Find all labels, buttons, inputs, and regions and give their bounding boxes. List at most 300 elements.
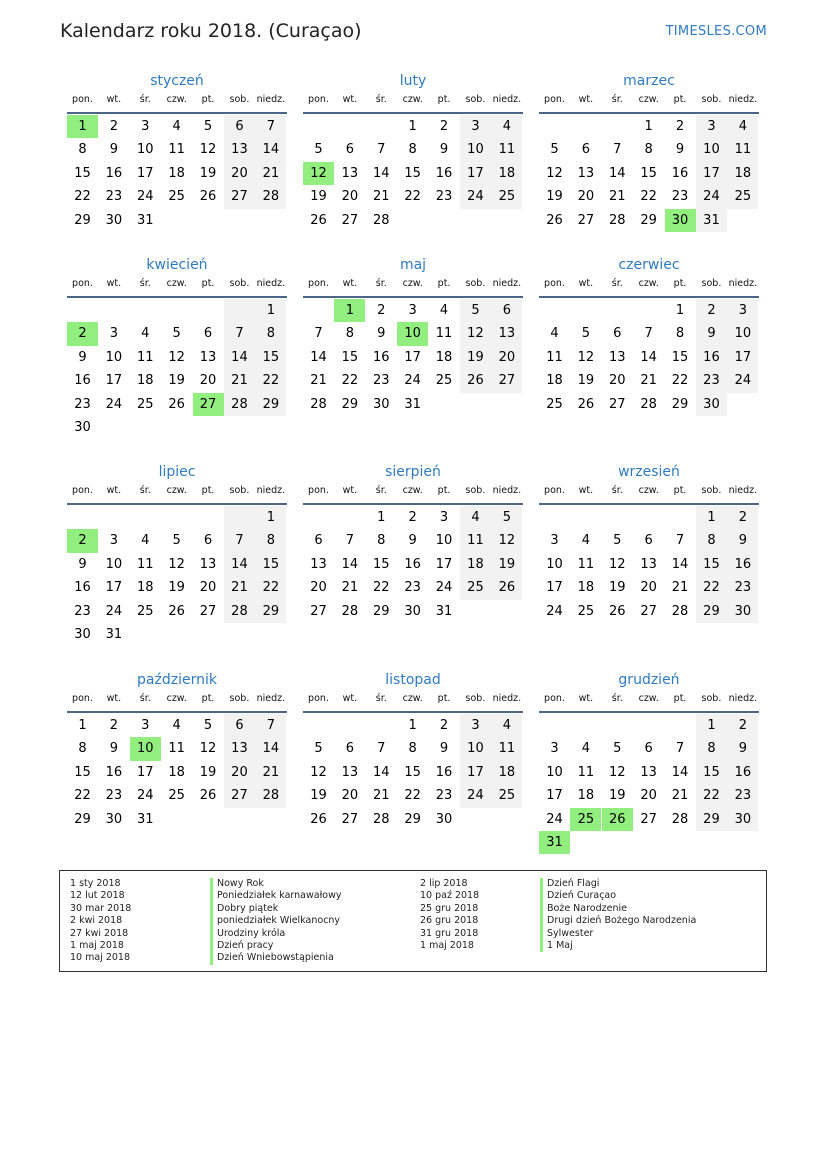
day-cell: 23 bbox=[435, 788, 453, 804]
day-cell: 11 bbox=[727, 138, 758, 161]
day-cell: 15 bbox=[404, 764, 421, 780]
day-cell: 25 bbox=[137, 396, 154, 412]
day-cell: 7 bbox=[314, 326, 323, 342]
day-cell: 17 bbox=[460, 162, 491, 185]
day-cell: 6 bbox=[644, 533, 653, 549]
day-cell: 22 bbox=[404, 788, 421, 804]
empty-cell bbox=[334, 506, 365, 529]
empty-cell bbox=[602, 506, 633, 529]
month-name: kwiecień bbox=[146, 257, 208, 273]
empty-cell bbox=[633, 299, 664, 322]
day-cell: 21 bbox=[373, 788, 390, 804]
weekday-header bbox=[67, 483, 287, 505]
legend-left-dates bbox=[70, 878, 131, 965]
weekday-label: pt. bbox=[437, 693, 451, 704]
day-cell: 25 bbox=[168, 189, 185, 205]
day-cell: 27 bbox=[224, 784, 255, 807]
day-cell: 8 bbox=[696, 529, 727, 552]
day-cell: 25 bbox=[168, 788, 185, 804]
day-cell: 16 bbox=[105, 165, 123, 181]
weekday-label: sob. bbox=[465, 693, 486, 704]
weekday-label: wt. bbox=[578, 278, 594, 289]
holiday-day-cell: 10 bbox=[397, 322, 428, 345]
weekday-label: niedz. bbox=[728, 485, 758, 496]
day-cell: 13 bbox=[224, 737, 255, 760]
day-cell: 15 bbox=[696, 761, 727, 784]
day-cell: 28 bbox=[640, 396, 657, 412]
weekday-label: pt. bbox=[201, 485, 215, 496]
month-block bbox=[303, 254, 523, 416]
holiday-day-cell: 2 bbox=[67, 529, 98, 552]
day-cell: 21 bbox=[224, 576, 255, 599]
day-cell: 3 bbox=[727, 299, 758, 322]
empty-cell bbox=[303, 714, 334, 737]
day-cell: 7 bbox=[255, 714, 286, 737]
day-grid bbox=[539, 114, 759, 232]
holiday-day-cell: 30 bbox=[665, 209, 696, 232]
month-name: maj bbox=[399, 257, 427, 273]
day-cell: 18 bbox=[435, 349, 453, 365]
day-cell: 25 bbox=[137, 603, 154, 619]
day-cell: 9 bbox=[696, 322, 727, 345]
day-cell: 28 bbox=[255, 185, 286, 208]
day-cell: 21 bbox=[373, 189, 390, 205]
day-cell: 7 bbox=[345, 533, 355, 549]
day-cell: 20 bbox=[640, 580, 657, 596]
weekday-label: śr. bbox=[375, 278, 387, 289]
day-cell: 24 bbox=[727, 369, 758, 392]
weekday-label: czw. bbox=[166, 278, 187, 289]
day-cell: 30 bbox=[105, 811, 123, 827]
day-cell: 23 bbox=[404, 580, 421, 596]
day-cell: 31 bbox=[696, 209, 727, 232]
day-cell: 14 bbox=[671, 764, 689, 780]
day-cell: 18 bbox=[491, 162, 522, 185]
weekday-label: śr. bbox=[139, 94, 151, 105]
weekday-header bbox=[539, 691, 759, 713]
day-cell: 30 bbox=[727, 808, 758, 831]
day-cell: 3 bbox=[550, 741, 559, 757]
weekday-label: pt. bbox=[673, 485, 687, 496]
day-grid bbox=[67, 505, 287, 646]
day-cell: 9 bbox=[408, 533, 417, 549]
day-cell: 9 bbox=[109, 741, 119, 757]
weekday-header bbox=[539, 276, 759, 298]
day-cell: 29 bbox=[696, 808, 727, 831]
day-cell: 24 bbox=[546, 811, 563, 827]
day-cell: 5 bbox=[314, 741, 323, 757]
day-cell: 12 bbox=[199, 741, 217, 757]
day-cell: 28 bbox=[310, 396, 327, 412]
day-cell: 7 bbox=[613, 142, 622, 158]
day-cell: 3 bbox=[141, 119, 150, 134]
day-cell: 7 bbox=[224, 322, 255, 345]
day-cell: 19 bbox=[577, 373, 595, 389]
holiday-day-cell: 1 bbox=[67, 115, 98, 138]
weekday-label: sob. bbox=[701, 693, 722, 704]
day-cell: 24 bbox=[105, 603, 123, 619]
day-cell: 8 bbox=[255, 322, 286, 345]
legend-entry: 31 gru 2018 bbox=[420, 927, 479, 939]
weekday-label: niedz. bbox=[728, 278, 758, 289]
day-cell: 5 bbox=[550, 142, 559, 158]
day-cell: 4 bbox=[172, 718, 181, 733]
day-cell: 8 bbox=[78, 142, 87, 158]
day-grid bbox=[539, 298, 759, 416]
day-cell: 5 bbox=[203, 119, 213, 134]
day-cell: 26 bbox=[168, 396, 185, 412]
day-cell: 9 bbox=[439, 142, 449, 158]
day-cell: 19 bbox=[546, 189, 563, 205]
day-cell: 30 bbox=[74, 419, 91, 435]
day-cell: 28 bbox=[224, 600, 255, 623]
empty-cell bbox=[633, 506, 664, 529]
day-cell: 14 bbox=[224, 553, 255, 576]
holiday-day-cell: 1 bbox=[334, 299, 365, 322]
day-cell: 6 bbox=[345, 741, 355, 757]
day-cell: 29 bbox=[255, 600, 286, 623]
day-cell: 18 bbox=[460, 553, 491, 576]
day-cell: 12 bbox=[609, 556, 626, 572]
legend-entry: Sylwester bbox=[547, 927, 594, 939]
day-cell: 8 bbox=[345, 326, 355, 342]
day-cell: 28 bbox=[255, 784, 286, 807]
empty-cell bbox=[98, 506, 129, 529]
day-cell: 13 bbox=[491, 322, 522, 345]
day-cell: 31 bbox=[435, 603, 453, 619]
day-cell: 22 bbox=[341, 373, 359, 389]
weekday-label: pon. bbox=[544, 485, 565, 496]
day-cell: 19 bbox=[310, 189, 327, 205]
day-cell: 11 bbox=[168, 741, 185, 757]
day-cell: 15 bbox=[696, 553, 727, 576]
weekday-label: pt. bbox=[437, 485, 451, 496]
day-cell: 23 bbox=[727, 784, 758, 807]
weekday-label: czw. bbox=[638, 94, 659, 105]
weekday-label: wt. bbox=[342, 693, 358, 704]
legend-entry: 2 kwi 2018 bbox=[70, 915, 123, 927]
day-cell: 23 bbox=[435, 189, 453, 205]
day-cell: 18 bbox=[546, 373, 563, 389]
weekday-header bbox=[539, 483, 759, 505]
day-cell: 23 bbox=[671, 189, 689, 205]
weekday-header bbox=[303, 483, 523, 505]
month-name: grudzień bbox=[618, 672, 680, 688]
weekday-label: sob. bbox=[465, 94, 486, 105]
day-cell: 17 bbox=[435, 556, 453, 572]
day-grid bbox=[539, 505, 759, 623]
empty-cell bbox=[161, 506, 192, 529]
empty-cell bbox=[303, 506, 334, 529]
day-cell: 14 bbox=[609, 165, 626, 181]
weekday-header bbox=[67, 276, 287, 298]
day-grid bbox=[67, 713, 287, 831]
legend-entry: Dzień pracy bbox=[217, 940, 274, 952]
day-cell: 17 bbox=[546, 580, 563, 596]
day-cell: 6 bbox=[224, 115, 255, 138]
day-cell: 10 bbox=[137, 142, 154, 158]
empty-cell bbox=[67, 299, 98, 322]
day-cell: 18 bbox=[137, 373, 154, 389]
day-cell: 25 bbox=[491, 784, 522, 807]
day-cell: 23 bbox=[727, 576, 758, 599]
day-cell: 28 bbox=[671, 811, 689, 827]
day-cell: 6 bbox=[613, 326, 622, 342]
day-cell: 12 bbox=[310, 764, 327, 780]
day-cell: 22 bbox=[74, 788, 91, 804]
day-cell: 2 bbox=[727, 506, 758, 529]
weekday-label: wt. bbox=[578, 94, 594, 105]
day-cell: 27 bbox=[577, 212, 595, 228]
day-cell: 13 bbox=[224, 138, 255, 161]
legend-entry: Dzień Curaçao bbox=[547, 890, 617, 902]
weekday-label: śr. bbox=[611, 485, 623, 496]
day-cell: 1 bbox=[377, 510, 386, 525]
day-cell: 5 bbox=[172, 326, 181, 342]
day-cell: 10 bbox=[435, 533, 453, 549]
legend-right-names bbox=[540, 878, 696, 952]
day-cell: 20 bbox=[199, 580, 217, 596]
day-cell: 29 bbox=[696, 600, 727, 623]
weekday-label: wt. bbox=[342, 278, 358, 289]
day-cell: 27 bbox=[310, 603, 327, 619]
day-cell: 13 bbox=[577, 165, 595, 181]
day-cell: 26 bbox=[199, 189, 217, 205]
holiday-day-cell: 31 bbox=[539, 831, 570, 854]
day-cell: 10 bbox=[727, 322, 758, 345]
day-cell: 20 bbox=[341, 788, 359, 804]
month-name: sierpień bbox=[385, 464, 441, 480]
day-cell: 18 bbox=[577, 788, 595, 804]
day-cell: 1 bbox=[644, 119, 653, 134]
day-cell: 10 bbox=[105, 349, 123, 365]
day-cell: 12 bbox=[609, 764, 626, 780]
day-grid bbox=[539, 713, 759, 854]
day-cell: 21 bbox=[609, 189, 626, 205]
weekday-label: pon. bbox=[72, 693, 93, 704]
day-cell: 2 bbox=[727, 714, 758, 737]
holiday-day-cell: 2 bbox=[67, 322, 98, 345]
day-cell: 22 bbox=[404, 189, 421, 205]
day-cell: 3 bbox=[460, 714, 491, 737]
day-cell: 6 bbox=[314, 533, 323, 549]
weekday-label: czw. bbox=[166, 485, 187, 496]
day-cell: 7 bbox=[377, 142, 386, 158]
day-cell: 25 bbox=[460, 576, 491, 599]
day-cell: 30 bbox=[105, 212, 123, 228]
empty-cell bbox=[224, 299, 255, 322]
day-cell: 28 bbox=[373, 212, 390, 228]
day-cell: 14 bbox=[255, 737, 286, 760]
day-cell: 21 bbox=[255, 162, 286, 185]
day-cell: 24 bbox=[435, 580, 453, 596]
day-cell: 12 bbox=[199, 142, 217, 158]
day-cell: 30 bbox=[727, 600, 758, 623]
day-cell: 21 bbox=[255, 761, 286, 784]
legend-entry: 25 gru 2018 bbox=[420, 902, 479, 914]
day-cell: 5 bbox=[460, 299, 491, 322]
weekday-label: pt. bbox=[201, 693, 215, 704]
weekday-label: wt. bbox=[106, 693, 122, 704]
day-cell: 5 bbox=[314, 142, 323, 158]
weekday-label: wt. bbox=[342, 94, 358, 105]
day-cell: 28 bbox=[224, 393, 255, 416]
day-cell: 23 bbox=[696, 369, 727, 392]
day-cell: 16 bbox=[435, 764, 453, 780]
month-block bbox=[67, 461, 287, 646]
day-cell: 5 bbox=[172, 533, 181, 549]
weekday-label: niedz. bbox=[728, 693, 758, 704]
day-cell: 25 bbox=[727, 185, 758, 208]
weekday-label: śr. bbox=[139, 693, 151, 704]
weekday-label: wt. bbox=[106, 94, 122, 105]
day-cell: 10 bbox=[546, 556, 563, 572]
day-cell: 4 bbox=[727, 115, 758, 138]
month-block bbox=[539, 669, 759, 854]
legend-entry: 12 lut 2018 bbox=[70, 890, 125, 902]
weekday-label: niedz. bbox=[728, 94, 758, 105]
day-cell: 2 bbox=[377, 303, 386, 318]
day-cell: 20 bbox=[640, 788, 657, 804]
day-grid bbox=[67, 298, 287, 439]
day-cell: 4 bbox=[141, 533, 150, 549]
legend-entry: Poniedziałek karnawałowy bbox=[217, 890, 342, 902]
day-cell: 24 bbox=[105, 396, 123, 412]
day-cell: 3 bbox=[141, 718, 150, 733]
legend-entry: 1 Maj bbox=[547, 940, 573, 952]
day-cell: 19 bbox=[609, 580, 626, 596]
day-cell: 25 bbox=[491, 185, 522, 208]
weekday-label: pon. bbox=[544, 94, 565, 105]
day-cell: 30 bbox=[435, 811, 453, 827]
day-cell: 27 bbox=[341, 212, 359, 228]
empty-cell bbox=[334, 714, 365, 737]
day-cell: 17 bbox=[727, 346, 758, 369]
day-cell: 1 bbox=[255, 299, 286, 322]
day-cell: 20 bbox=[491, 346, 522, 369]
brand-logo[interactable]: TIMESLES.COM bbox=[665, 24, 767, 39]
weekday-label: pon. bbox=[544, 693, 565, 704]
day-cell: 29 bbox=[640, 212, 657, 228]
weekday-label: wt. bbox=[106, 278, 122, 289]
weekday-label: wt. bbox=[578, 693, 594, 704]
day-cell: 2 bbox=[439, 119, 449, 134]
day-cell: 11 bbox=[546, 349, 563, 365]
empty-cell bbox=[193, 299, 224, 322]
day-cell: 1 bbox=[696, 506, 727, 529]
month-block bbox=[67, 669, 287, 831]
day-cell: 30 bbox=[373, 396, 390, 412]
day-cell: 14 bbox=[310, 349, 327, 365]
day-cell: 16 bbox=[404, 556, 421, 572]
day-cell: 3 bbox=[696, 115, 727, 138]
day-cell: 23 bbox=[74, 603, 91, 619]
weekday-label: pon. bbox=[308, 693, 329, 704]
day-cell: 19 bbox=[460, 346, 491, 369]
weekday-header bbox=[67, 691, 287, 713]
day-cell: 28 bbox=[609, 212, 626, 228]
day-cell: 18 bbox=[137, 580, 154, 596]
weekday-label: pon. bbox=[308, 94, 329, 105]
day-cell: 7 bbox=[255, 115, 286, 138]
day-cell: 16 bbox=[435, 165, 453, 181]
empty-cell bbox=[161, 299, 192, 322]
day-cell: 4 bbox=[172, 119, 181, 134]
day-cell: 9 bbox=[675, 142, 685, 158]
day-cell: 24 bbox=[696, 185, 727, 208]
day-cell: 13 bbox=[640, 764, 657, 780]
holiday-legend bbox=[59, 870, 767, 972]
weekday-header bbox=[303, 691, 523, 713]
day-cell: 28 bbox=[671, 603, 689, 619]
weekday-label: niedz. bbox=[256, 485, 286, 496]
day-cell: 5 bbox=[581, 326, 591, 342]
month-block bbox=[539, 461, 759, 623]
day-cell: 13 bbox=[609, 349, 626, 365]
empty-cell bbox=[633, 714, 664, 737]
day-cell: 22 bbox=[255, 369, 286, 392]
day-cell: 26 bbox=[577, 396, 595, 412]
month-block bbox=[539, 254, 759, 416]
day-cell: 8 bbox=[377, 533, 386, 549]
day-cell: 26 bbox=[546, 212, 563, 228]
day-cell: 11 bbox=[460, 529, 491, 552]
weekday-header bbox=[303, 92, 523, 114]
weekday-label: pt. bbox=[201, 94, 215, 105]
empty-cell bbox=[570, 714, 601, 737]
day-cell: 15 bbox=[373, 556, 390, 572]
day-cell: 20 bbox=[609, 373, 626, 389]
day-cell: 18 bbox=[491, 761, 522, 784]
weekday-label: pon. bbox=[308, 278, 329, 289]
day-cell: 1 bbox=[408, 718, 417, 733]
day-cell: 22 bbox=[74, 189, 91, 205]
day-cell: 6 bbox=[581, 142, 591, 158]
day-cell: 20 bbox=[199, 373, 217, 389]
day-cell: 17 bbox=[546, 788, 563, 804]
day-cell: 9 bbox=[78, 349, 87, 365]
day-cell: 6 bbox=[345, 142, 355, 158]
weekday-label: pt. bbox=[673, 278, 687, 289]
day-cell: 14 bbox=[341, 556, 359, 572]
day-cell: 18 bbox=[727, 162, 758, 185]
day-cell: 8 bbox=[644, 142, 653, 158]
month-block bbox=[303, 70, 523, 232]
day-cell: 5 bbox=[203, 718, 213, 733]
day-cell: 16 bbox=[373, 349, 390, 365]
day-cell: 16 bbox=[105, 764, 123, 780]
day-cell: 22 bbox=[696, 784, 727, 807]
legend-entry: 1 sty 2018 bbox=[70, 878, 121, 889]
day-cell: 4 bbox=[491, 115, 522, 138]
legend-entry: Dzień Flagi bbox=[547, 878, 600, 889]
empty-cell bbox=[539, 299, 570, 322]
empty-cell bbox=[539, 714, 570, 737]
empty-cell bbox=[366, 714, 397, 737]
day-cell: 24 bbox=[137, 788, 154, 804]
weekday-label: sob. bbox=[229, 278, 250, 289]
day-cell: 15 bbox=[74, 165, 91, 181]
legend-entry: poniedziałek Wielkanocny bbox=[217, 915, 341, 927]
day-cell: 11 bbox=[577, 556, 595, 572]
day-cell: 1 bbox=[408, 119, 417, 134]
weekday-label: śr. bbox=[375, 485, 387, 496]
day-cell: 10 bbox=[460, 737, 491, 760]
legend-entry: 27 kwi 2018 bbox=[70, 927, 129, 939]
weekday-label: śr. bbox=[139, 485, 151, 496]
weekday-label: pon. bbox=[72, 94, 93, 105]
weekday-label: pon. bbox=[544, 278, 565, 289]
